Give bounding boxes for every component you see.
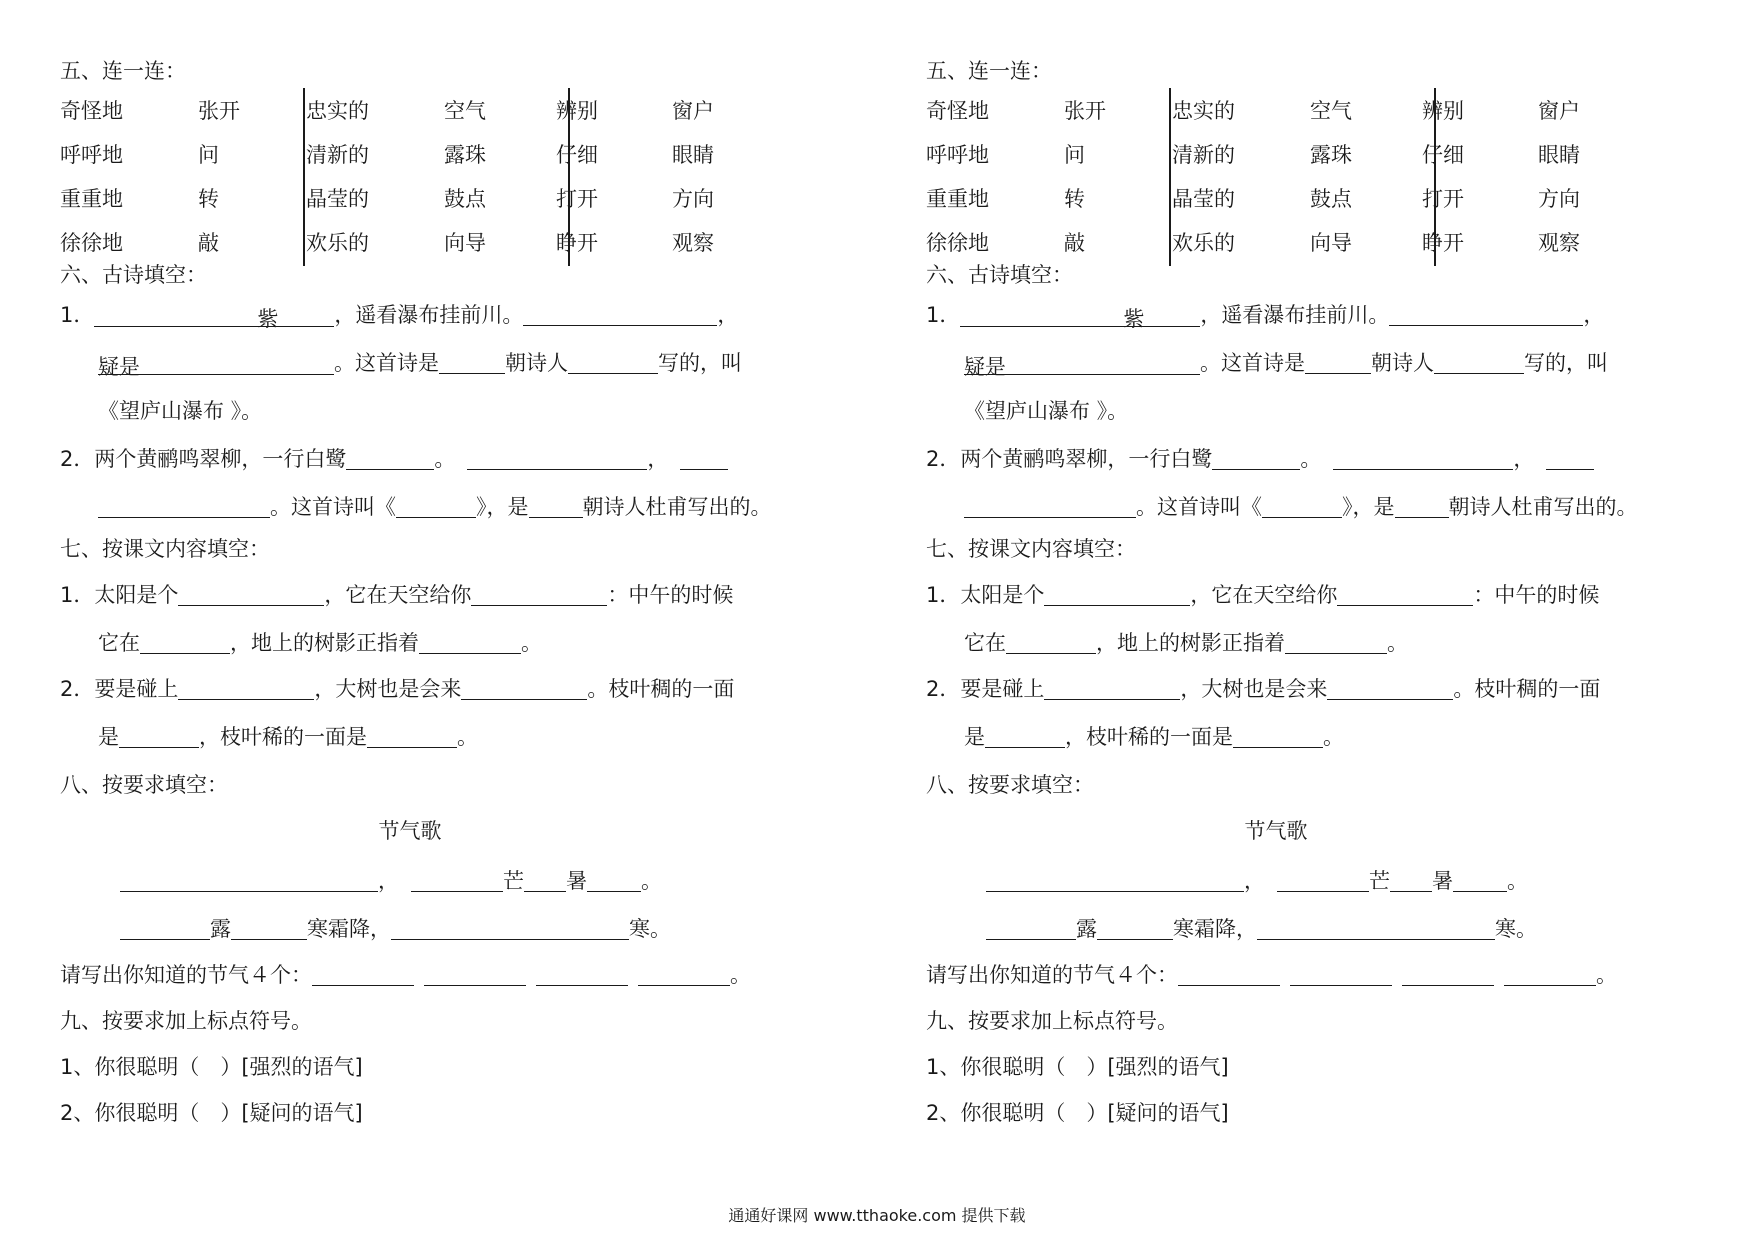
- blank[interactable]: [1434, 351, 1524, 374]
- section9-title: 九、按要求加上标点符号。: [926, 1009, 1178, 1033]
- divider-line: [303, 88, 305, 266]
- blank[interactable]: [1305, 351, 1371, 374]
- blank[interactable]: [536, 963, 628, 986]
- hint-char: 紫: [257, 307, 279, 331]
- punct-q1: 1、你很聪明（ ）[强烈的语气]: [60, 1055, 363, 1079]
- match-word[interactable]: 露珠: [444, 143, 486, 167]
- match-word[interactable]: 鼓点: [1310, 187, 1352, 211]
- q-num: 1．: [926, 303, 961, 327]
- blank[interactable]: [1285, 631, 1387, 654]
- match-word[interactable]: 问: [1064, 143, 1085, 167]
- text2-line2: 是 ，枝叶稀的一面是 。: [98, 725, 478, 749]
- blank[interactable]: [367, 725, 457, 748]
- text1-line1: 1．太阳是个 ，它在天空给你 ：中午的时候: [926, 583, 1600, 607]
- match-word[interactable]: 打开: [1422, 187, 1464, 211]
- blank[interactable]: [1044, 583, 1190, 606]
- match-word[interactable]: 清新的: [1172, 143, 1235, 167]
- match-word[interactable]: 重重地: [60, 187, 123, 211]
- blank[interactable]: [985, 725, 1065, 748]
- blank[interactable]: [568, 351, 658, 374]
- solar-terms-prompt: 请写出你知道的节气４个： 。: [926, 963, 1617, 987]
- match-word[interactable]: 方向: [1538, 187, 1580, 211]
- section7-title: 七、按课文内容填空：: [60, 537, 270, 561]
- blank[interactable]: [411, 869, 503, 892]
- blank[interactable]: 疑是: [964, 352, 1200, 375]
- song-line1: ， 芒 暑 。: [120, 866, 662, 896]
- blank[interactable]: [524, 869, 566, 892]
- match-word[interactable]: 仔细: [1422, 143, 1464, 167]
- match-word[interactable]: 空气: [444, 99, 486, 123]
- text1-line2: 它在 ，地上的树影正指着 。: [98, 631, 542, 655]
- poem1-line2: 疑是 。这首诗是 朝诗人 写的，叫: [98, 351, 742, 379]
- match-word[interactable]: 鼓点: [444, 187, 486, 211]
- blank[interactable]: [1504, 963, 1596, 986]
- match-word[interactable]: 欢乐的: [306, 231, 369, 255]
- blank[interactable]: [419, 631, 521, 654]
- song-line2: 露 寒霜降， 寒。: [120, 914, 671, 944]
- match-word[interactable]: 张开: [198, 99, 240, 123]
- match-word[interactable]: 呼呼地: [60, 143, 123, 167]
- poem2-line1: 2．两个黄鹂鸣翠柳，一行白鹭 。 ，: [926, 444, 1594, 474]
- blank[interactable]: [424, 963, 526, 986]
- blank[interactable]: [1389, 303, 1583, 326]
- blank[interactable]: [1006, 631, 1096, 654]
- text1-line2: 它在 ，地上的树影正指着 。: [964, 631, 1408, 655]
- match-word[interactable]: 辨别: [1422, 99, 1464, 123]
- text2-line1: 2．要是碰上 ，大树也是会来 。枝叶稠的一面: [60, 677, 735, 701]
- poem1-line2: 疑是 。这首诗是 朝诗人 写的，叫: [964, 351, 1608, 379]
- blank[interactable]: [1257, 917, 1495, 940]
- blank[interactable]: [1212, 447, 1300, 470]
- match-word[interactable]: 奇怪地: [926, 99, 989, 123]
- blank[interactable]: [1233, 725, 1323, 748]
- poem1-line1: 1． 紫 ，遥看瀑布挂前川。 ，: [60, 303, 739, 331]
- section8-title: 八、按要求填空：: [926, 773, 1094, 797]
- match-word[interactable]: 露珠: [1310, 143, 1352, 167]
- match-word[interactable]: 忠实的: [306, 99, 369, 123]
- match-word[interactable]: 清新的: [306, 143, 369, 167]
- song-title: 节气歌: [1244, 819, 1308, 843]
- poem2-line2: 。这首诗叫《 》，是 朝诗人杜甫写出的。: [98, 492, 772, 522]
- section8-title: 八、按要求填空：: [60, 773, 228, 797]
- match-word[interactable]: 窗户: [1538, 99, 1580, 123]
- blank[interactable]: [119, 725, 199, 748]
- blank[interactable]: [1327, 677, 1453, 700]
- blank[interactable]: [680, 447, 728, 470]
- blank[interactable]: [178, 677, 314, 700]
- blank[interactable]: [523, 303, 717, 326]
- punct-q2: 2、你很聪明（ ）[疑问的语气]: [926, 1101, 1229, 1125]
- match-word[interactable]: 转: [1064, 187, 1085, 211]
- match-word[interactable]: 眼睛: [672, 143, 714, 167]
- song-line1: ， 芒 暑 。: [986, 866, 1528, 896]
- match-word[interactable]: 忠实的: [1172, 99, 1235, 123]
- blank[interactable]: [346, 447, 434, 470]
- blank[interactable]: [120, 917, 210, 940]
- match-word[interactable]: 呼呼地: [926, 143, 989, 167]
- blank[interactable]: [529, 495, 583, 518]
- blank[interactable]: [964, 495, 1136, 518]
- match-word[interactable]: 睁开: [1422, 231, 1464, 255]
- blank[interactable]: [1044, 677, 1180, 700]
- poem2-line2: 。这首诗叫《 》，是 朝诗人杜甫写出的。: [964, 492, 1638, 522]
- divider-line: [1169, 88, 1171, 266]
- blank[interactable]: [1395, 495, 1449, 518]
- blank[interactable]: [1333, 447, 1513, 470]
- match-word[interactable]: 窗户: [672, 99, 714, 123]
- blank[interactable]: [1277, 869, 1369, 892]
- blank[interactable]: [98, 495, 270, 518]
- poem1-line3: 《望庐山瀑布 》。: [964, 399, 1129, 423]
- match-word[interactable]: 晶莹的: [1172, 187, 1235, 211]
- blank[interactable]: [638, 963, 730, 986]
- blank[interactable]: [120, 869, 378, 892]
- blank[interactable]: [587, 869, 641, 892]
- section5-title: 五、连一连：: [926, 59, 1052, 83]
- blank[interactable]: [1290, 963, 1392, 986]
- text2-line2: 是 ，枝叶稀的一面是 。: [964, 725, 1344, 749]
- match-word[interactable]: 敲: [1064, 231, 1085, 255]
- punct-q2: 2、你很聪明（ ）[疑问的语气]: [60, 1101, 363, 1125]
- blank[interactable]: 疑是: [98, 352, 334, 375]
- blank[interactable]: [1390, 869, 1432, 892]
- blank[interactable]: [178, 583, 324, 606]
- section6-title: 六、古诗填空：: [60, 263, 207, 287]
- blank[interactable]: [1337, 583, 1473, 606]
- match-word[interactable]: 方向: [672, 187, 714, 211]
- match-word[interactable]: 晶莹的: [306, 187, 369, 211]
- match-word[interactable]: 观察: [1538, 231, 1580, 255]
- match-word[interactable]: 转: [198, 187, 219, 211]
- blank[interactable]: [94, 304, 334, 331]
- solar-terms-prompt: 请写出你知道的节气４个： 。: [60, 963, 751, 987]
- poem1-line1: 1． 紫 ，遥看瀑布挂前川。 ，: [926, 303, 1605, 331]
- blank[interactable]: [1453, 869, 1507, 892]
- match-word[interactable]: 空气: [1310, 99, 1352, 123]
- match-word[interactable]: 敲: [198, 231, 219, 255]
- blank[interactable]: [467, 447, 647, 470]
- match-word[interactable]: 重重地: [926, 187, 989, 211]
- blank[interactable]: [1546, 447, 1594, 470]
- song-line2: 露 寒霜降， 寒。: [986, 914, 1537, 944]
- q-num: 1．: [60, 303, 95, 327]
- match-word[interactable]: 观察: [672, 231, 714, 255]
- blank[interactable]: [1262, 495, 1342, 518]
- song-title: 节气歌: [378, 819, 442, 843]
- match-word[interactable]: 眼睛: [1538, 143, 1580, 167]
- poem1-line3: 《望庐山瀑布 》。: [98, 399, 263, 423]
- blank[interactable]: [140, 631, 230, 654]
- blank[interactable]: [396, 495, 476, 518]
- blank[interactable]: [986, 869, 1244, 892]
- blank[interactable]: [461, 677, 587, 700]
- poem2-line1: 2．两个黄鹂鸣翠柳，一行白鹭 。 ，: [60, 444, 728, 474]
- match-word[interactable]: 向导: [1310, 231, 1352, 255]
- match-word[interactable]: 问: [198, 143, 219, 167]
- match-word[interactable]: 张开: [1064, 99, 1106, 123]
- footer-credit: 通通好课网 www.tthaoke.com 提供下载: [728, 1206, 1026, 1225]
- hint-char: 紫: [1123, 307, 1145, 331]
- blank[interactable]: [1402, 963, 1494, 986]
- blank[interactable]: [312, 963, 414, 986]
- match-word[interactable]: 辨别: [556, 99, 598, 123]
- blank[interactable]: [986, 917, 1076, 940]
- blank[interactable]: [1178, 963, 1280, 986]
- blank[interactable]: [471, 583, 607, 606]
- blank[interactable]: [231, 917, 307, 940]
- blank[interactable]: [391, 917, 629, 940]
- match-word[interactable]: 仔细: [556, 143, 598, 167]
- section5-title: 五、连一连：: [60, 59, 186, 83]
- section7-title: 七、按课文内容填空：: [926, 537, 1136, 561]
- match-word[interactable]: 奇怪地: [60, 99, 123, 123]
- match-word[interactable]: 徐徐地: [926, 231, 989, 255]
- match-word[interactable]: 向导: [444, 231, 486, 255]
- section9-title: 九、按要求加上标点符号。: [60, 1009, 312, 1033]
- text2-line1: 2．要是碰上 ，大树也是会来 。枝叶稠的一面: [926, 677, 1601, 701]
- text1-line1: 1．太阳是个 ，它在天空给你 ：中午的时候: [60, 583, 734, 607]
- blank[interactable]: [1097, 917, 1173, 940]
- punct-q1: 1、你很聪明（ ）[强烈的语气]: [926, 1055, 1229, 1079]
- blank[interactable]: [960, 304, 1200, 331]
- match-word[interactable]: 徐徐地: [60, 231, 123, 255]
- match-word[interactable]: 打开: [556, 187, 598, 211]
- section6-title: 六、古诗填空：: [926, 263, 1073, 287]
- match-word[interactable]: 睁开: [556, 231, 598, 255]
- match-word[interactable]: 欢乐的: [1172, 231, 1235, 255]
- blank[interactable]: [439, 351, 505, 374]
